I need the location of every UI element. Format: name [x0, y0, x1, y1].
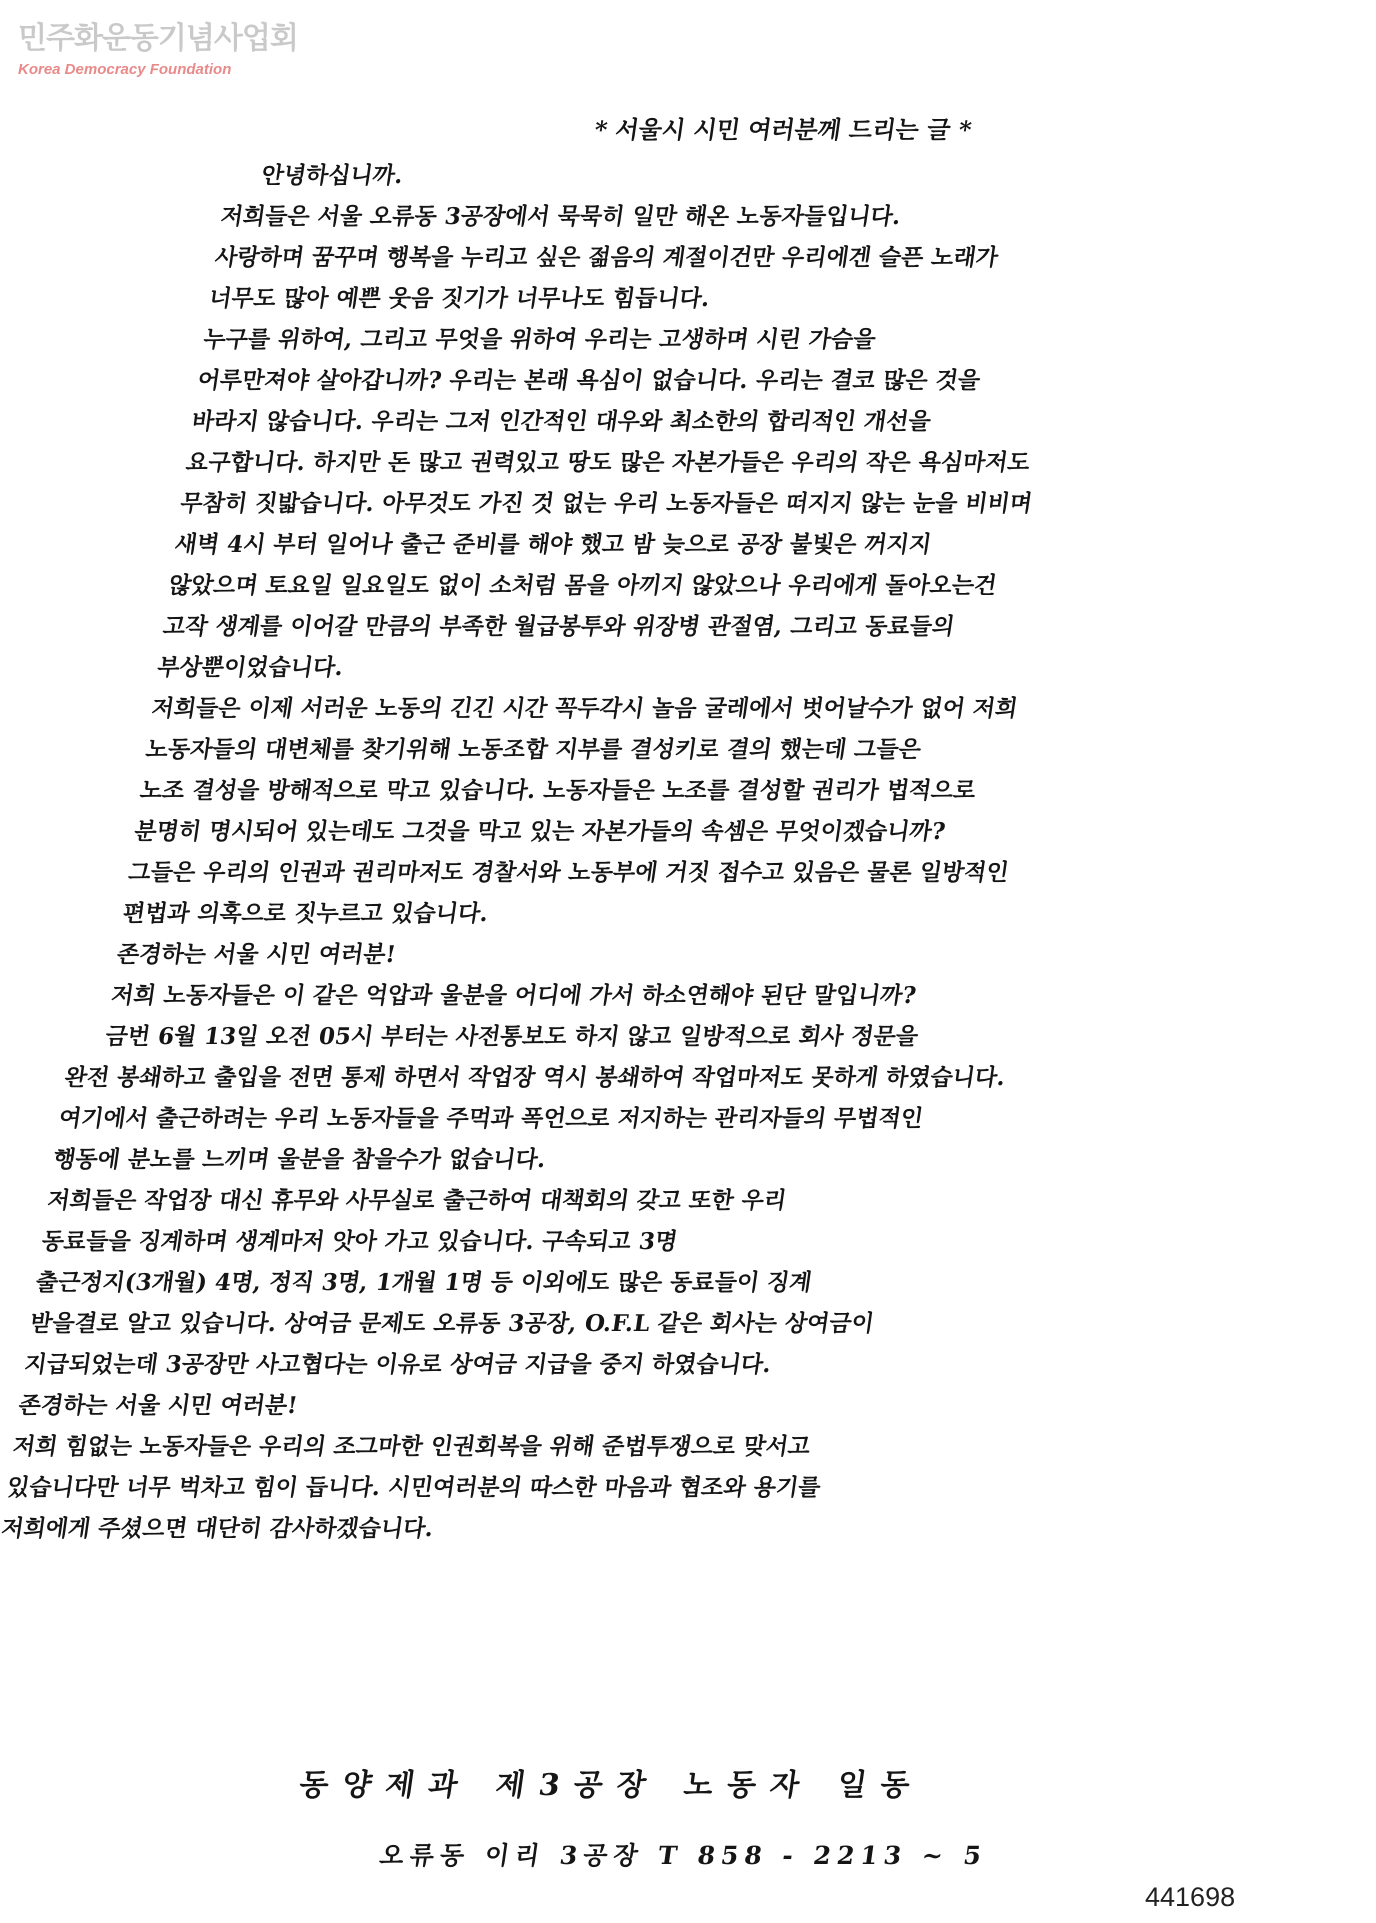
letter-line: 노동자들의 대변체를 찾기위해 노동조합 지부를 결성키로 결의 했는데 그들은	[143, 736, 923, 763]
watermark-logo	[18, 22, 298, 80]
letter-line: 그들은 우리의 인권과 권리마저도 경찰서와 노동부에 거짓 접수고 있음은 물론 일방적인	[126, 859, 1011, 886]
letter-line: 지급되었는데 3공장만 사고협다는 이유로 상여금 지급을 중지 하였습니다.	[22, 1351, 773, 1378]
letter-line: 새벽 4시 부터 일어나 출근 준비를 해야 했고 밤 늦으로 공장 불빛은 꺼지지	[172, 531, 934, 558]
watermark-english-text: Korea Democracy Foundation	[18, 61, 232, 78]
contact-address: 오류동 이리 3공장 T 858 - 2213 ~ 5	[377, 1841, 989, 1870]
letter-line: 편법과 의혹으로 짓누르고 있습니다.	[120, 900, 491, 927]
letter-line: 저희들은 작업장 대신 휴무와 사무실로 출근하여 대책회의 갖고 또한 우리	[45, 1187, 789, 1214]
letter-line: 행동에 분노를 느끼며 울분을 참을수가 없습니다.	[51, 1146, 548, 1173]
letter-line: 누구를 위하여, 그리고 무엇을 위하여 우리는 고생하며 시린 가슴을	[201, 326, 878, 353]
letter-line: 완전 봉쇄하고 출입을 전면 통제 하면서 작업장 역시 봉쇄하여 작업마저도 못하게 하였습니다.	[62, 1064, 1008, 1091]
letter-line: 있습니다만 너무 벅차고 힘이 듭니다. 시민여러분의 따스한 마음과 협조와 용기를	[5, 1474, 823, 1501]
letter-line: 무참히 짓밟습니다. 아무것도 가진 것 없는 우리 노동자들은 떠지지 않는 눈을 비비며	[178, 490, 1034, 517]
letter-body	[0, 105, 1371, 1549]
document-number: 441698	[1145, 1882, 1236, 1912]
letter-line: 받을결로 알고 있습니다. 상여금 문제도 오류동 3공장, O.F.L 같은 회사는 상여금이	[28, 1310, 876, 1337]
letter-line: 저희들은 서울 오류동 3공장에서 묵묵히 일만 해온 노동자들입니다.	[218, 203, 903, 230]
letter-line: 사랑하며 꿈꾸며 행복을 누리고 싶은 젊음의 계절이건만 우리에겐 슬픈 노래가	[213, 244, 1000, 271]
letter-line: 저희 노동자들은 이 같은 억압과 울분을 어디에 가서 하소연해야 된단 말입니까?	[109, 982, 918, 1009]
letter-line: 안녕하십니까.	[259, 162, 405, 189]
letter-line: 저희들은 이제 서러운 노동의 긴긴 시간 꼭두각시 놀음 굴레에서 벗어날수가 없어 저희	[149, 695, 1020, 722]
letter-line: 노조 결성을 방해적으로 막고 있습니다. 노동자들은 노조를 결성할 권리가 법적으로	[138, 777, 978, 804]
letter-line: 저희에게 주셨으면 대단히 감사하겠습니다.	[0, 1515, 436, 1542]
letter-line: 분명히 명시되어 있는데도 그것을 막고 있는 자본가들의 속셈은 무엇이겠습니까?	[132, 818, 947, 845]
letter-line: 어루만져야 살아갑니까? 우리는 본래 욕심이 없습니다. 우리는 결코 많은 것을	[195, 367, 982, 394]
letter-line: 출근정지(3개월) 4명, 정직 3명, 1개월 1명 등 이외에도 많은 동료들이 징계	[34, 1269, 814, 1296]
letter-line: 바라지 않습니다. 우리는 그저 인간적인 대우와 최소한의 합리적인 개선을	[190, 408, 933, 435]
letter-line: 존경하는 서울 시민 여러분!	[16, 1392, 300, 1419]
letter-line: 여기에서 출근하려는 우리 노동자들을 주먹과 폭언으로 저지하는 관리자들의 무법적인	[57, 1105, 925, 1132]
letter-line: 부상뿐이었습니다.	[155, 654, 346, 681]
letter-title: * 서울시 시민 여러분께 드리는 글 *	[592, 115, 974, 144]
letter-line: 존경하는 서울 시민 여러분!	[115, 941, 398, 968]
letter-line: 않았으며 토요일 일요일도 없이 소처럼 몸을 아끼지 않았으나 우리에게 돌아오는건	[167, 572, 999, 599]
letter-line: 금번 6월 13일 오전 05시 부터는 사전통보도 하지 않고 일방적으로 회사 정문을	[103, 1023, 920, 1050]
letter-line: 동료들을 징계하며 생계마저 앗아 가고 있습니다. 구속되고 3명	[39, 1228, 680, 1255]
letter-line: 고작 생계를 이어갈 만큼의 부족한 월급봉투와 위장병 관절염, 그리고 동료들의	[161, 613, 957, 640]
letter-line: 저희 힘없는 노동자들은 우리의 조그마한 인권회복을 위해 준법투쟁으로 맞서고	[11, 1433, 813, 1460]
watermark-korean-text: 민주화운동기념사업회	[18, 21, 298, 56]
letter-line: 요구합니다. 하지만 돈 많고 권력있고 땅도 많은 자본가들은 우리의 작은 욕심마저도	[184, 449, 1032, 476]
signature: 동양제과 제3공장 노동자 일동	[297, 1768, 926, 1803]
letter-line: 너무도 많아 예쁜 웃음 짓기가 너무나도 힘듭니다.	[207, 285, 712, 312]
